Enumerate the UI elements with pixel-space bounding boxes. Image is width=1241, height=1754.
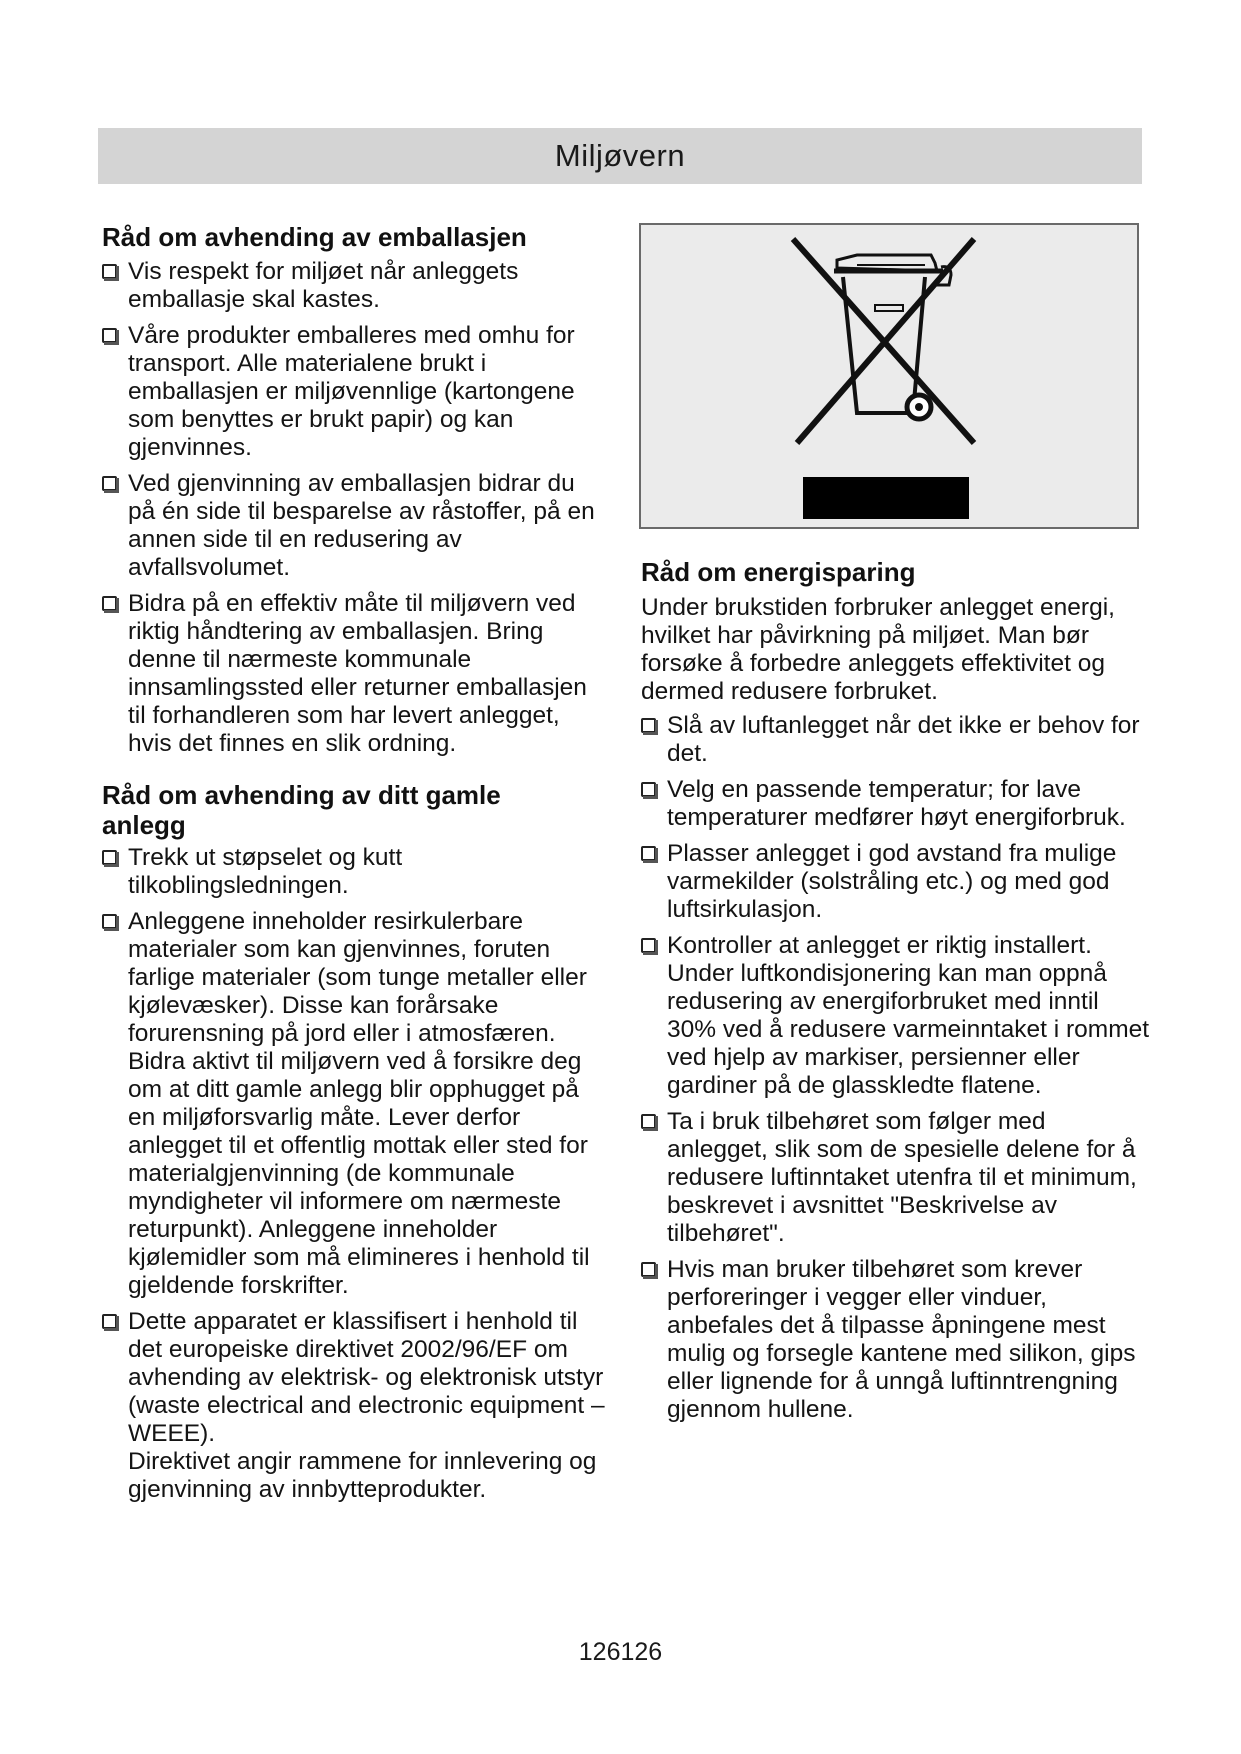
list-item [641, 932, 1151, 1100]
energy-saving-intro: Under brukstiden forbruker anlegget energi, hvilket har påvirkning på miljøet. Man bør forsøke å forbedre anleggets effektivitet og dermed redusere forbruket. [641, 594, 1115, 705]
checkbox-bullet-icon [102, 328, 117, 343]
checkbox-bullet-icon [641, 1262, 656, 1277]
page-number: 126126 [578, 1638, 663, 1666]
list-item-text: Våre produkter emballeres med omhu for transport. Alle materialene brukt i emballasjen er miljøvennlige (kartongene som benyttes er brukt papir) og kan gjenvinnes. [128, 322, 575, 461]
checkbox-bullet-icon [102, 596, 117, 611]
list-item-text: Plasser anlegget i god avstand fra mulige varmekilder (solstråling etc.) og med god luftsirkulasjon. [667, 840, 1117, 923]
weee-symbol-figure [639, 223, 1139, 529]
list-item [641, 712, 1151, 768]
section-heading-packaging-disposal: Råd om avhending av emballasjen [102, 222, 527, 252]
list-item [102, 908, 606, 1300]
list-item [102, 590, 606, 758]
list-item [102, 1308, 606, 1448]
checkbox-bullet-icon [102, 264, 117, 279]
page-title-bar [98, 128, 1142, 184]
list-item-text: Kontroller at anlegget er riktig installert. Under luftkondisjonering kan man oppnå redusering av energiforbruket med inntil 30% ved å redusere varmeinntaket i rommet ved hjelp av markiser, persienner eller gardiner på de glasskledte flatene. [667, 932, 1150, 1099]
energy-saving-list [641, 712, 1151, 1432]
list-item-text: Vis respekt for miljøet når anleggets emballasje skal kastes. [128, 258, 519, 313]
crossed-out-wheelie-bin-icon [641, 225, 1137, 527]
checkbox-bullet-icon [641, 938, 656, 953]
list-item-text: Ta i bruk tilbehøret som følger med anlegget, slik som de spesielle delene for å redusere luftinntaket utenfra til et minimum, beskrevet i avsnittet "Beskrivelse av tilbehøret". [667, 1108, 1137, 1247]
section-heading-energy-saving: Råd om energisparing [641, 557, 916, 587]
list-item [641, 776, 1151, 832]
list-item-text: Anleggene inneholder resirkulerbare materialer som kan gjenvinnes, foruten farlige materialer (som tunge metaller eller kjølevæsker). Disse kan forårsake forurensning på jord eller i atmosfæren. Bidra aktivt til miljøvern ved å forsikre deg om at ditt gamle anlegg blir opphugget på en miljøforsvarlig måte. Lever derfor anlegget til et offentlig mottak eller sted for materialgjenvinning (de kommunale myndigheter vil informere om nærmeste returpunkt). Anleggene inneholder kjølemidler som må elimineres i henhold til gjeldende forskrifter. [128, 908, 590, 1299]
list-item-text: Ved gjenvinning av emballasjen bidrar du på én side til besparelse av råstoffer, på en annen side til en redusering av avfallsvolumet. [128, 470, 595, 581]
list-item-text: Velg en passende temperatur; for lave temperaturer medfører høyt energiforbruk. [667, 776, 1126, 831]
packaging-disposal-list [102, 258, 606, 766]
list-item [102, 258, 606, 314]
list-item [102, 844, 606, 900]
list-item-text: Bidra på en effektiv måte til miljøvern ved riktig håndtering av emballasjen. Bring denne til nærmeste kommunale innsamlingssted eller returner emballasjen til forhandleren som har levert anlegget, hvis det finnes en slik ordning. [128, 590, 587, 757]
list-item [641, 1256, 1151, 1424]
section-heading-old-unit-disposal: Råd om avhending av ditt gamle anlegg [102, 780, 501, 840]
checkbox-bullet-icon [102, 1314, 117, 1329]
checkbox-bullet-icon [641, 1114, 656, 1129]
list-item [641, 1108, 1151, 1248]
old-unit-disposal-list [102, 844, 606, 1512]
list-item [102, 470, 606, 582]
list-item [102, 322, 606, 462]
checkbox-bullet-icon [641, 782, 656, 797]
list-item-text: Dette apparatet er klassifisert i henhold til det europeiske direktivet 2002/96/EF om avhending av elektrisk- og elektronisk utstyr (waste electrical and electronic equipment – WEEE). [128, 1308, 605, 1447]
page-title: Miljøvern [554, 138, 686, 173]
list-item [641, 840, 1151, 924]
list-item-text: Slå av luftanlegget når det ikke er behov for det. [667, 712, 1140, 767]
checkbox-bullet-icon [102, 914, 117, 929]
list-item-text: Direktivet angir rammene for innlevering og gjenvinning av innbytteprodukter. [128, 1448, 597, 1503]
checkbox-bullet-icon [102, 850, 117, 865]
list-item-continuation [102, 1448, 606, 1504]
checkbox-bullet-icon [641, 718, 656, 733]
list-item-text: Hvis man bruker tilbehøret som krever perforeringer i vegger eller vinduer, anbefales det å tilpasse åpningene mest mulig og forsegle kantene med silikon, gips eller lignende for å unngå luftinntrengning gjennom hullene. [667, 1256, 1136, 1423]
checkbox-bullet-icon [102, 476, 117, 491]
list-item-text: Trekk ut støpselet og kutt tilkoblingsledningen. [128, 844, 403, 899]
checkbox-bullet-icon [641, 846, 656, 861]
